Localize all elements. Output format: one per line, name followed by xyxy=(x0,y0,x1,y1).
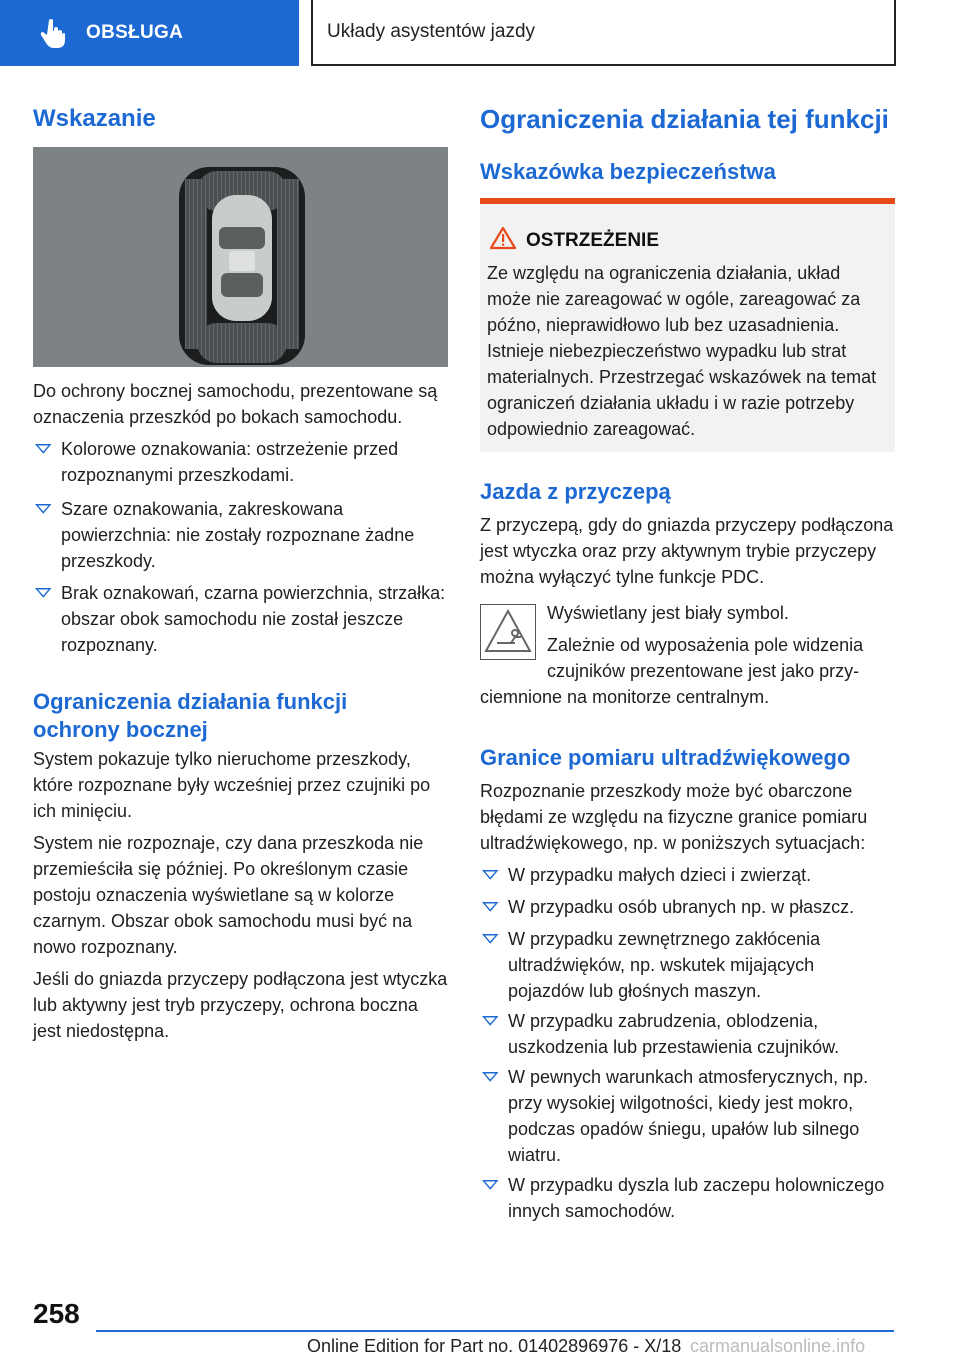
bullet-arrow-icon xyxy=(35,444,52,454)
warning-title: OSTRZEŻENIE xyxy=(526,230,660,251)
list-item: W przypadku zabrudzenia, oblodzenia, uszkodzenia lub przestawienia czujników. xyxy=(480,1008,896,1060)
paragraph-ultrasonic: Rozpoznanie przeszkody może być obarczone błędami ze względu na fizyczne granice pomiaru ultradźwiękowego, np. w poniższych sytuacjach: xyxy=(480,781,868,853)
paragraph-intro: Do ochrony bocznej samochodu, prezentowane są oznaczenia przeszkód po bokach samochodu. xyxy=(33,381,438,427)
bullet-arrow-icon xyxy=(35,504,52,514)
car-top-view-illustration xyxy=(33,147,448,367)
paragraph-limits-1: System pokazuje tylko nieruchome przeszkody, które rozpoznane były wcześniej przez czujniki po ich minięciu. xyxy=(33,749,431,821)
trailer-warning-icon xyxy=(481,605,535,659)
bullet-arrow-icon xyxy=(35,588,52,598)
list-item: Kolorowe oznakowania: ostrzeżenie przed rozpoznanymi przeszkodami. xyxy=(33,436,449,488)
footer-edition: Online Edition for Part no. 01402896976 - X/18 xyxy=(307,1336,682,1356)
chapter-title: Układy asystentów jazdy xyxy=(327,21,536,42)
list-item: W pewnych warunkach atmosferycznych, np. przy wysokiej wilgotności, kiedy jest mokro, podczas opadów śniegu, upałów lub silnego wiatru. xyxy=(480,1064,896,1168)
page-number: 258 xyxy=(33,1298,80,1329)
heading-ultrasonic: Granice pomiaru ultradźwiękowego xyxy=(480,745,851,770)
paragraph-view-part1: Zależnie od wyposażenia pole widzenia czujników prezentowane jest jako przy- xyxy=(547,635,864,681)
warning-box xyxy=(480,198,895,452)
paragraph-trailer: Z przyczepą, gdy do gniazda przyczepy podłączona jest wtyczka oraz przy aktywnym trybie przyczepy można wyłączyć tylne funkcje PDC. xyxy=(480,515,894,587)
paragraph-symbol: Wyświetlany jest biały symbol. xyxy=(547,603,789,623)
hand-pointer-icon xyxy=(40,18,66,48)
footer-divider xyxy=(96,1330,894,1332)
list-item: W przypadku zewnętrznego zakłócenia ultradźwięków, np. wskutek mijających pojazdów lub głośnych maszyn. xyxy=(480,926,890,1004)
bullet-arrow-icon xyxy=(482,934,499,944)
footer-watermark: carmanualsonline.info xyxy=(690,1336,866,1356)
list-item: Brak oznakowań, czarna powierzchnia, strzałka: obszar obok samochodu nie został jeszcze rozpoznany. xyxy=(33,580,449,658)
heading-trailer: Jazda z przyczepą xyxy=(480,479,671,504)
list-item: W przypadku dyszla lub zaczepu holowniczego innych samochodów. xyxy=(480,1172,896,1224)
heading-safety-note: Wskazówka bezpieczeństwa xyxy=(480,159,776,184)
heading-function-limits: Ograniczenia działania tej funkcji xyxy=(480,104,889,134)
section-label: OBSŁUGA xyxy=(86,22,184,43)
paragraph-limits-2: System nie rozpoznaje, czy dana przeszkoda nie przemieściła się później. Po określonym czasie postoju oznaczenia wyświetlane są w kolorze czarnym. Obszar obok samochodu musi być na nowo rozpoznany. xyxy=(33,833,424,957)
bullet-arrow-icon xyxy=(482,902,499,912)
bullet-arrow-icon xyxy=(482,1180,499,1190)
bullet-arrow-icon xyxy=(482,1016,499,1026)
heading-indication: Wskazanie xyxy=(33,105,156,132)
list-item: Szare oznakowania, zakreskowana powierzchnia: nie zostały rozpoznane żadne przeszkody. xyxy=(33,496,443,574)
section-tab[interactable] xyxy=(0,0,299,66)
list-item: W przypadku osób ubranych np. w płaszcz. xyxy=(480,894,896,920)
warning-triangle-icon xyxy=(490,226,516,250)
list-item: W przypadku małych dzieci i zwierząt. xyxy=(480,862,896,888)
bullet-arrow-icon xyxy=(482,1072,499,1082)
paragraph-limits-3: Jeśli do gniazda przyczepy podłączona jest wtyczka lub aktywny jest tryb przyczepy, ochrona boczna jest niedostępna. xyxy=(33,969,448,1041)
warning-body: Ze względu na ograniczenia działania, układ może nie zareagować w ogóle, zareagować za późno, nieprawidłowo lub bez uzasadnienia. Istnieje niebezpieczeństwo wypadku lub strat materialnych. Przestrzegać wskazówek na temat ograniczeń działania układu i w razie potrzeby odpowiednio zareagować. xyxy=(487,263,877,439)
trailer-symbol xyxy=(480,604,536,660)
side-protection-figure xyxy=(33,147,448,367)
heading-side-protection-limits: Ograniczenia działania funkcji ochrony bocznej xyxy=(33,689,348,742)
paragraph-view-part2: ciemnione na monitorze centralnym. xyxy=(480,687,770,707)
chapter-header xyxy=(311,0,896,66)
bullet-arrow-icon xyxy=(482,870,499,880)
